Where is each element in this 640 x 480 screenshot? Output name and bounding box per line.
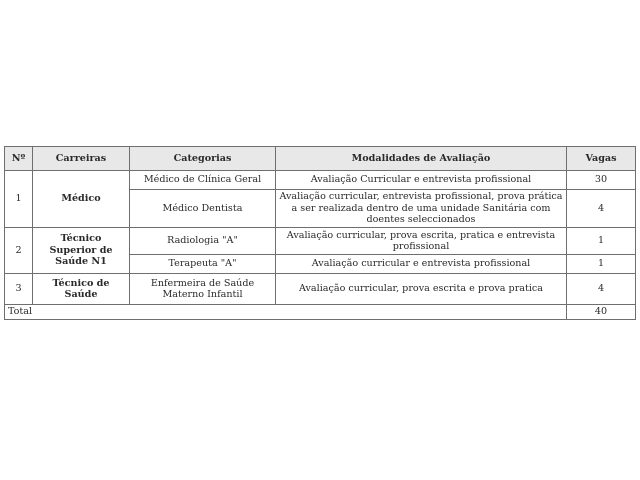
row-number: 3 bbox=[5, 274, 33, 305]
evaluation-cell: Avaliação Curricular e entrevista profissional bbox=[276, 171, 567, 190]
category-cell: Enfermeira de Saúde Materno Infantil bbox=[130, 274, 276, 305]
row-number: 1 bbox=[5, 171, 33, 228]
header-carreiras: Carreiras bbox=[33, 147, 130, 171]
career-cell: Médico bbox=[33, 171, 130, 228]
evaluation-cell: Avaliação curricular e entrevista profissional bbox=[276, 255, 567, 274]
table-row bbox=[5, 228, 636, 255]
vacancies-cell: 4 bbox=[567, 274, 636, 305]
career-cell: Técnico de Saúde bbox=[33, 274, 130, 305]
row-number: 2 bbox=[5, 228, 33, 274]
total-label: Total bbox=[5, 305, 567, 320]
evaluation-cell: Avaliação curricular, entrevista profissional, prova prática a ser realizada dentro de uma unidade Sanitária com doentes seleccionados bbox=[276, 190, 567, 228]
evaluation-cell: Avaliação curricular, prova escrita, pratica e entrevista profissional bbox=[276, 228, 567, 255]
evaluation-cell: Avaliação curricular, prova escrita e prova pratica bbox=[276, 274, 567, 305]
table-row bbox=[5, 171, 636, 190]
header-row bbox=[5, 147, 636, 171]
career-cell: Técnico Superior de Saúde N1 bbox=[33, 228, 130, 274]
vacancies-cell: 1 bbox=[567, 255, 636, 274]
vacancies-table bbox=[4, 146, 636, 320]
header-vagas: Vagas bbox=[567, 147, 636, 171]
header-categorias: Categorias bbox=[130, 147, 276, 171]
total-row bbox=[5, 305, 636, 320]
vacancies-cell: 4 bbox=[567, 190, 636, 228]
category-cell: Radiologia "A" bbox=[130, 228, 276, 255]
header-num: Nº bbox=[5, 147, 33, 171]
vacancies-cell: 1 bbox=[567, 228, 636, 255]
header-modalidades: Modalidades de Avaliação bbox=[276, 147, 567, 171]
category-cell: Terapeuta "A" bbox=[130, 255, 276, 274]
category-cell: Médico Dentista bbox=[130, 190, 276, 228]
vacancies-cell: 30 bbox=[567, 171, 636, 190]
category-cell: Médico de Clínica Geral bbox=[130, 171, 276, 190]
table-row bbox=[5, 274, 636, 305]
total-vacancies: 40 bbox=[567, 305, 636, 320]
